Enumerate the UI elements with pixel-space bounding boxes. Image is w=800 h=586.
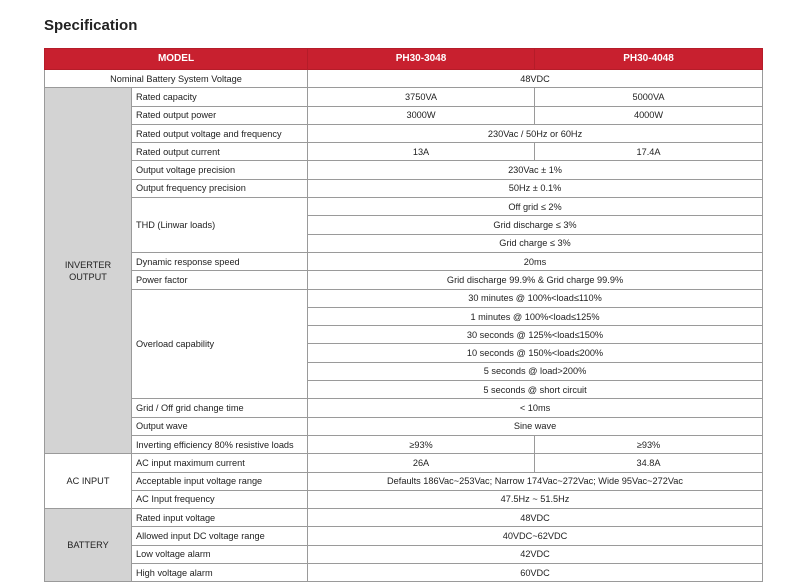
row-value: 230Vac ± 1% [308, 161, 763, 179]
row-value: 48VDC [308, 509, 763, 527]
row-value-2: ≥93% [535, 435, 763, 453]
table-header-row [45, 49, 763, 70]
row-value: 40VDC~62VDC [308, 527, 763, 545]
group-battery: BATTERY [45, 509, 132, 582]
header-model-2: PH30-4048 [535, 49, 763, 70]
row-value: 48VDC [308, 70, 763, 88]
row-label: Rated capacity [132, 88, 308, 106]
table-row [45, 472, 763, 490]
row-value: 230Vac / 50Hz or 60Hz [308, 124, 763, 142]
row-value: Off grid ≤ 2% [308, 198, 763, 216]
row-label: Output frequency precision [132, 179, 308, 197]
row-value-2: 4000W [535, 106, 763, 124]
table-row [45, 161, 763, 179]
table-row [45, 106, 763, 124]
header-model: MODEL [45, 49, 308, 70]
table-row [45, 545, 763, 563]
table-row [45, 454, 763, 472]
row-value: Defaults 186Vac~253Vac; Narrow 174Vac~272Vac; Wide 95Vac~272Vac [308, 472, 763, 490]
row-value-1: 3750VA [308, 88, 535, 106]
table-row [45, 143, 763, 161]
row-label: Rated output power [132, 106, 308, 124]
row-value-2: 17.4A [535, 143, 763, 161]
row-value-1: 3000W [308, 106, 535, 124]
row-value-1: ≥93% [308, 435, 535, 453]
row-label: Inverting efficiency 80% resistive loads [132, 435, 308, 453]
group-inverter-output: INVERTER OUTPUT [45, 88, 132, 454]
table-row [45, 198, 763, 216]
row-value: 42VDC [308, 545, 763, 563]
page-title: Specification [44, 17, 138, 34]
row-value-2: 5000VA [535, 88, 763, 106]
row-value: 30 seconds @ 125%<load≤150% [308, 326, 763, 344]
group-ac-input: AC INPUT [45, 454, 132, 509]
row-label: AC Input frequency [132, 490, 308, 508]
row-label: Grid / Off grid change time [132, 399, 308, 417]
row-label: Rated output voltage and frequency [132, 124, 308, 142]
row-label: Allowed input DC voltage range [132, 527, 308, 545]
table-row [45, 88, 763, 106]
table-row [45, 509, 763, 527]
row-value: 1 minutes @ 100%<load≤125% [308, 307, 763, 325]
table-row [45, 435, 763, 453]
spec-table [44, 48, 763, 582]
row-label: Acceptable input voltage range [132, 472, 308, 490]
row-value: < 10ms [308, 399, 763, 417]
table-row [45, 70, 763, 88]
row-label: Nominal Battery System Voltage [45, 70, 308, 88]
row-label: Overload capability [132, 289, 308, 399]
table-row [45, 271, 763, 289]
row-value: 50Hz ± 0.1% [308, 179, 763, 197]
table-row [45, 179, 763, 197]
row-label: AC input maximum current [132, 454, 308, 472]
table-row [45, 490, 763, 508]
table-row [45, 417, 763, 435]
row-value: 5 seconds @ short circuit [308, 381, 763, 399]
row-value-2: 34.8A [535, 454, 763, 472]
row-value: 20ms [308, 252, 763, 270]
row-value: 30 minutes @ 100%<load≤110% [308, 289, 763, 307]
row-label: Power factor [132, 271, 308, 289]
table-row [45, 289, 763, 307]
row-value-1: 26A [308, 454, 535, 472]
table-row [45, 399, 763, 417]
row-value: 47.5Hz ~ 51.5Hz [308, 490, 763, 508]
table-row [45, 124, 763, 142]
row-value: 60VDC [308, 564, 763, 582]
table-row [45, 564, 763, 582]
row-label: THD (Linwar loads) [132, 198, 308, 253]
table-row [45, 527, 763, 545]
row-label: Rated input voltage [132, 509, 308, 527]
header-model-1: PH30-3048 [308, 49, 535, 70]
row-value-1: 13A [308, 143, 535, 161]
row-label: Low voltage alarm [132, 545, 308, 563]
row-label: Output wave [132, 417, 308, 435]
row-label: Rated output current [132, 143, 308, 161]
row-label: Output voltage precision [132, 161, 308, 179]
row-value: Grid charge ≤ 3% [308, 234, 763, 252]
row-value: 10 seconds @ 150%<load≤200% [308, 344, 763, 362]
table-row [45, 252, 763, 270]
row-label: High voltage alarm [132, 564, 308, 582]
row-value: Grid discharge 99.9% & Grid charge 99.9% [308, 271, 763, 289]
row-value: Grid discharge ≤ 3% [308, 216, 763, 234]
row-value: Sine wave [308, 417, 763, 435]
row-value: 5 seconds @ load>200% [308, 362, 763, 380]
row-label: Dynamic response speed [132, 252, 308, 270]
